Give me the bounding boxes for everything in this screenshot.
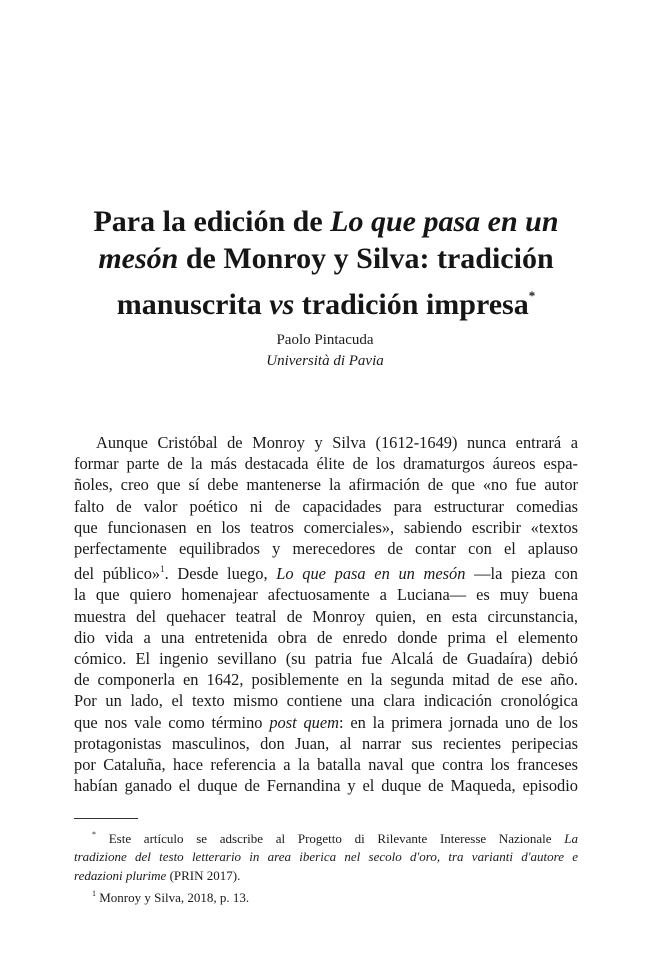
title-footnote-mark: * [528,288,536,304]
footnote-1-line: redazioni plurime (PRIN 2017). [74,867,241,883]
author-affiliation: Università di Pavia [266,353,384,369]
body-line: por Cataluña, hace referencia a la batalla naval que contra los franceses [74,755,578,775]
body-line: la que quiero homenajear afectuosamente a Luciana— es muy buena [74,585,578,605]
title-line-3: manuscrita vs tradición impresa* [116,288,536,322]
title-line-1: Para la edición de Lo que pasa en un [93,205,559,239]
body-line: falto de valor poético ni de capacidades para estructurar comedias [74,496,578,516]
body-line: protagonistas masculinos, don Juan, al narrar sus recientes peripecias [74,733,578,753]
body-line: habían ganado el duque de Fernandina y el duque de Maqueda, episodio [74,776,578,796]
body-line: Aunque Cristóbal de Monroy y Silva (1612-1649) nunca entrará a [96,433,578,452]
body-line: muestra del quehacer teatral de Monroy quien, en esta circunstancia, [74,606,578,626]
body-line: formar parte de la más destacada élite de los dramaturgos áureos espa- [74,454,578,474]
body-line: Por un lado, el texto mismo contiene una clara indicación cronológica [74,691,578,711]
title-line-2: mesón de Monroy y Silva: tradición [98,242,554,276]
author-name: Paolo Pintacuda [276,332,374,348]
body-line: del público»$^1$. Desde luego, Lo que pasa en un mesón —la pieza con [74,564,579,584]
body-line: que funcionasen en los teatros comerciales», sabiendo escribir «textos [74,517,578,537]
author-block [0,330,650,372]
footnote-1-line: tradizione del testo letterario in area iberica nel secolo d'oro, tra varianti d'autore e [74,849,578,865]
body-line: que nos vale como término post quem: en la primera jornada uno de los [74,712,578,732]
body-line: perfectamente equilibrados y merecedores de contar con el aplauso [74,539,578,559]
footnote-2: $^1$ Monroy y Silva, 2018, p. 13. [92,889,250,906]
body-line: de componerla en 1642, posiblemente en la segunda mitad de ese año. [74,670,578,690]
body-line: cómico. El ingenio sevillano (su patria fue Alcalá de Guadaíra) debió [74,649,578,669]
footnote-divider [74,818,138,819]
body-line: ñoles, creo que sí debe mantenerse la afirmación de que «no fue autor [74,475,578,495]
footnote-1-line: * Este artículo se adscribe al Progetto di Rilevante Interesse Nazionale La [92,830,578,846]
footnote-ref-1: 1 [160,564,165,575]
article-title [76,203,576,323]
body-paragraph [74,432,578,796]
body-line: dio vida a una entretenida obra de enredo donde prima el elemento [74,627,578,647]
footnotes [74,826,578,908]
